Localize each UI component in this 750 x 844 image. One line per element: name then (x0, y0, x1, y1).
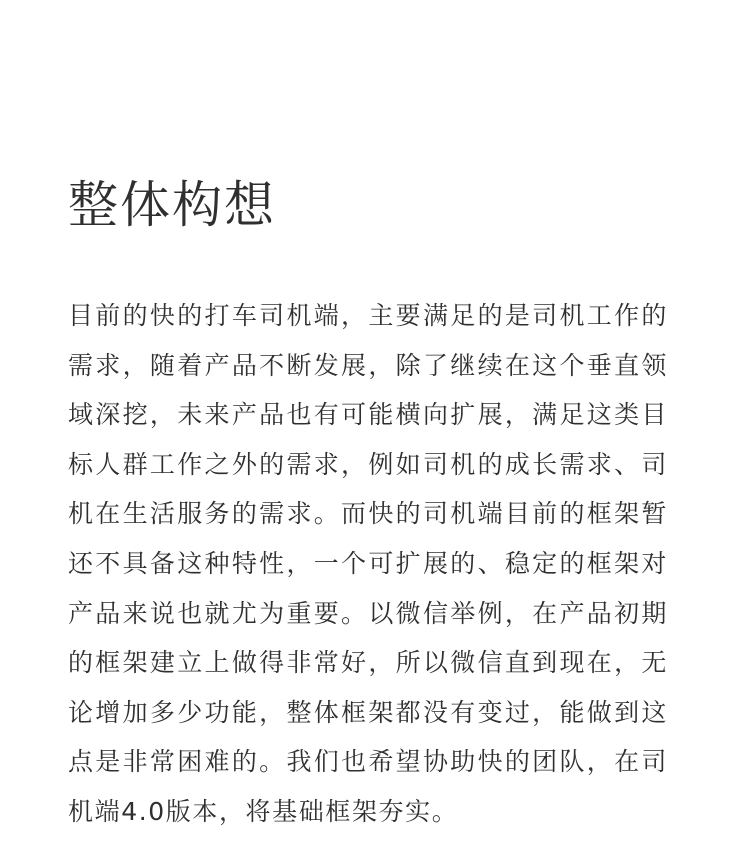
body-paragraph: 目前的快的打车司机端，主要满足的是司机工作的需求，随着产品不断发展，除了继续在这个垂直领域深挖，未来产品也有可能横向扩展，满足这类目标人群工作之外的需求，例如司机的成长需求、司机在生活服务的需求。而快的司机端目前的框架暂还不具备这种特性，一个可扩展的、稳定的框架对产品来说也就尤为重要。以微信举例，在产品初期的框架建立上做得非常好，所以微信直到现在，无论增加多少功能，整体框架都没有变过，能做到这点是非常困难的。我们也希望协助快的团队，在司机端4.0版本，将基础框架夯实。 (68, 301, 668, 826)
page-title: 整体构想 (68, 175, 276, 234)
